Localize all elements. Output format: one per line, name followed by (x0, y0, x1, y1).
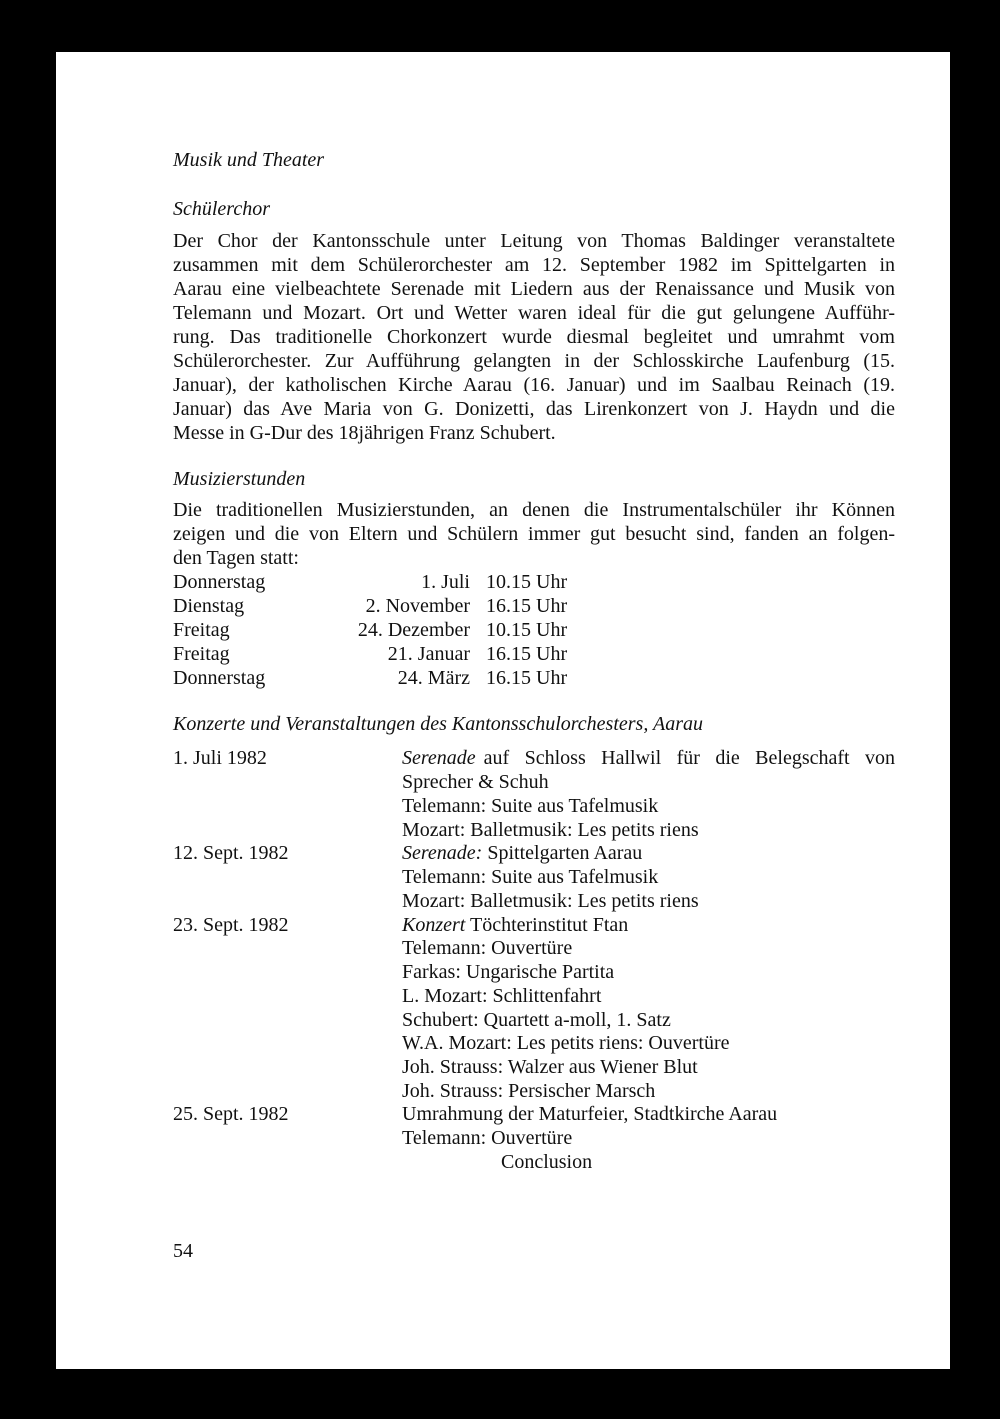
event-line: W.A. Mozart: Les petits riens: Ouvertüre (402, 1032, 730, 1054)
musizier-line: zeigen und die von Eltern und Schülern immer gut besucht sind, fanden an folgen- (173, 523, 895, 545)
schedule-row (173, 643, 895, 667)
event-title-rest: auf Schloss Hallwil für die Belegschaft von (483, 747, 895, 769)
schedule-date: 24. März (397, 667, 470, 689)
choir-line: zusammen mit dem Schülerorchester am 12. September 1982 im Spittelgarten in (173, 254, 895, 276)
schedule-time: 10.15 Uhr (486, 619, 568, 641)
choir-line: Der Chor der Kantonsschule unter Leitung von Thomas Baldinger veranstaltete (173, 230, 895, 252)
event-line: Joh. Strauss: Walzer aus Wiener Blut (402, 1056, 698, 1078)
schedule-time: 16.15 Uhr (486, 643, 568, 665)
choir-line: Aarau eine vielbeachtete Serenade mit Liedern aus der Renaissance und Musik von (173, 278, 895, 300)
schedule-day: Donnerstag (173, 667, 266, 689)
schedule-row (173, 571, 895, 595)
event-line: Mozart: Balletmusik: Les petits riens (402, 890, 699, 912)
schedule-time: 10.15 Uhr (486, 571, 568, 593)
choir-line: Messe in G-Dur des 18jährigen Franz Schubert. (173, 422, 556, 444)
event-line: Farkas: Ungarische Partita (402, 961, 615, 983)
event-line: Sprecher & Schuh (402, 771, 549, 793)
schedule-date: 1. Juli (421, 571, 470, 593)
schedule-day: Dienstag (173, 595, 245, 617)
event-title-italic: Konzert (402, 914, 466, 936)
event-date: 25. Sept. 1982 (173, 1103, 289, 1125)
schedule-date: 24. Dezember (357, 619, 470, 641)
page-number: 54 (173, 1240, 193, 1262)
event-line: Telemann: Ouvertüre (402, 1127, 573, 1149)
event-date: 12. Sept. 1982 (173, 842, 289, 864)
schedule-date: 2. November (365, 595, 470, 617)
event-line: L. Mozart: Schlittenfahrt (402, 985, 602, 1007)
event-date: 23. Sept. 1982 (173, 914, 289, 936)
schedule-day: Freitag (173, 643, 230, 665)
event-title (402, 842, 642, 866)
event-date: 1. Juli 1982 (173, 747, 267, 769)
event-title-italic: Serenade: (402, 842, 483, 864)
section-title: Musik und Theater (173, 149, 325, 171)
choir-line: rung. Das traditionelle Chorkonzert wurde diesmal begleitet und umrahmt vom (173, 326, 895, 348)
schedule-time: 16.15 Uhr (486, 595, 568, 617)
choir-line: Telemann und Mozart. Ort und Wetter waren ideal für die gut gelungene Aufführ- (173, 302, 895, 324)
event-title-rest: Töchterinstitut Ftan (469, 914, 629, 936)
event-line: Telemann: Ouvertüre (402, 937, 573, 959)
choir-heading: Schülerchor (173, 198, 271, 220)
schedule-time: 16.15 Uhr (486, 667, 568, 689)
concerts-heading: Konzerte und Veranstaltungen des Kantonsschulorchesters, Aarau (173, 713, 703, 735)
document-page (56, 52, 950, 1369)
choir-line: Januar), der katholischen Kirche Aarau (16. Januar) und im Saalbau Reinach (19. (173, 374, 895, 396)
event-line: Joh. Strauss: Persischer Marsch (402, 1080, 656, 1102)
choir-line: Januar) das Ave Maria von G. Donizetti, das Lirenkonzert von J. Haydn und die (173, 398, 895, 420)
event-line: Schubert: Quartett a-moll, 1. Satz (402, 1009, 671, 1031)
event-title (402, 914, 628, 938)
event-title: Umrahmung der Maturfeier, Stadtkirche Aarau (402, 1103, 778, 1125)
event-line: Telemann: Suite aus Tafelmusik (402, 795, 659, 817)
musizier-heading: Musizierstunden (173, 468, 306, 490)
schedule-row (173, 595, 895, 619)
schedule-day: Donnerstag (173, 571, 266, 593)
choir-line: Schülerorchester. Zur Aufführung gelangten in der Schlosskirche Laufenburg (15. (173, 350, 895, 372)
event-title-rest: Spittelgarten Aarau (487, 842, 643, 864)
musizier-line: Die traditionellen Musizierstunden, an denen die Instrumentalschüler ihr Können (173, 499, 895, 521)
schedule-row (173, 619, 895, 643)
schedule-date: 21. Januar (387, 643, 470, 665)
musizier-line: den Tagen statt: (173, 547, 299, 569)
event-line-indented: Conclusion (501, 1151, 593, 1173)
event-line: Telemann: Suite aus Tafelmusik (402, 866, 659, 888)
event-line: Mozart: Balletmusik: Les petits riens (402, 819, 699, 841)
schedule-row (173, 667, 895, 691)
event-title (402, 747, 895, 771)
event-title-italic: Serenade (402, 747, 476, 769)
schedule-day: Freitag (173, 619, 230, 641)
